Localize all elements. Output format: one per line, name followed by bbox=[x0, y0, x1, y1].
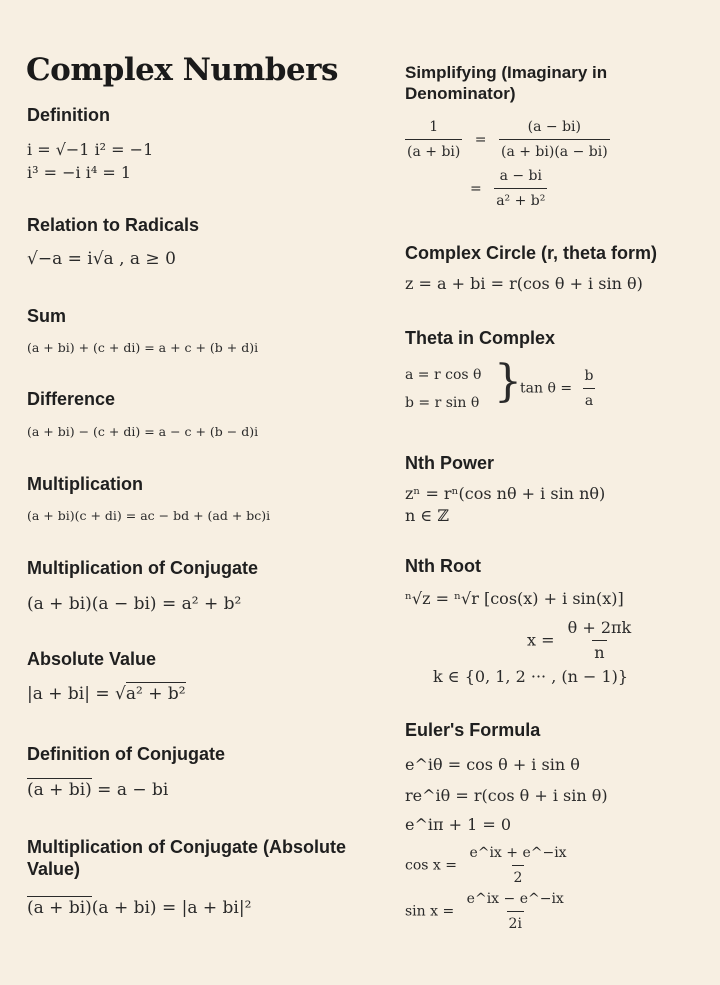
mult-conj-heading: Multiplication of Conjugate bbox=[27, 558, 258, 578]
radicals-eq: √−a = i√a , a ≥ 0 bbox=[27, 249, 176, 269]
theta-tan-lhs: tan θ = bbox=[520, 380, 573, 397]
theta-eq-1: a = r cos θ bbox=[405, 367, 482, 383]
euler-cos bbox=[405, 843, 569, 888]
simplifying-heading: Simplifying (Imaginary in Denominator) bbox=[405, 63, 608, 103]
absolute-radicand: a² + b² bbox=[125, 684, 186, 704]
simp-den-1: (a + bi) bbox=[405, 139, 462, 162]
absolute-heading: Absolute Value bbox=[27, 649, 157, 669]
simp-equals-2: = bbox=[470, 180, 482, 197]
difference-heading: Difference bbox=[27, 389, 116, 409]
theta-eq-2: b = r sin θ bbox=[405, 395, 480, 411]
euler-cos-lhs: cos x = bbox=[405, 857, 457, 874]
euler-eq-1: e^iθ = cos θ + i sin θ bbox=[405, 755, 580, 774]
simp-num-1: 1 bbox=[429, 119, 439, 135]
euler-cos-num: e^ix + e^−ix bbox=[469, 845, 567, 861]
simplifying-eq-2 bbox=[470, 166, 547, 211]
multiplication-eq: (a + bi)(c + di) = ac − bd + (ad + bc)i bbox=[27, 508, 271, 523]
multiplication-heading: Multiplication bbox=[27, 474, 143, 494]
nth-root-heading: Nth Root bbox=[405, 556, 481, 576]
simp-num-2: (a − bi) bbox=[527, 119, 581, 135]
absolute-eq: |a + bi| = √a² + b² bbox=[27, 684, 186, 704]
definition-heading: Definition bbox=[27, 105, 110, 125]
theta-tan-den: a bbox=[583, 388, 595, 411]
euler-sin-lhs: sin x = bbox=[405, 903, 455, 920]
definition-eq-2: i³ = −i i⁴ = 1 bbox=[27, 163, 132, 182]
nth-root-x-lhs: x = bbox=[527, 630, 555, 650]
def-conj-bar: (a + bi) bbox=[27, 780, 92, 800]
simplifying-eq-1 bbox=[405, 117, 610, 162]
mult-conj-abs-bar: (a + bi) bbox=[27, 898, 92, 918]
euler-sin bbox=[405, 889, 566, 934]
nth-power-heading: Nth Power bbox=[405, 453, 495, 473]
nth-power-eq-1: zⁿ = rⁿ(cos nθ + i sin nθ) bbox=[405, 484, 606, 503]
theta-brace: } bbox=[494, 356, 522, 407]
sum-heading: Sum bbox=[27, 306, 67, 326]
simp-den-3: a² + b² bbox=[494, 188, 547, 211]
theta-tan bbox=[520, 366, 595, 411]
simp-num-3: a − bi bbox=[499, 168, 542, 184]
theta-heading: Theta in Complex bbox=[405, 328, 556, 348]
euler-sin-den: 2i bbox=[507, 911, 524, 934]
nth-root-x-num: θ + 2πk bbox=[567, 618, 632, 637]
radicals-heading: Relation to Radicals bbox=[27, 215, 200, 235]
mult-conj-eq: (a + bi)(a − bi) = a² + b² bbox=[27, 594, 242, 614]
def-conj-heading: Definition of Conjugate bbox=[27, 744, 225, 764]
euler-sin-num: e^ix − e^−ix bbox=[466, 891, 564, 907]
definition-eq-1: i = √−1 i² = −1 bbox=[27, 140, 154, 159]
def-conj-rest: = a − bi bbox=[91, 780, 169, 800]
theta-tan-num: b bbox=[584, 368, 594, 384]
mult-conj-abs-heading: Multiplication of Conjugate (Absolute Value) bbox=[27, 837, 346, 879]
mult-conj-abs-eq bbox=[27, 898, 251, 918]
euler-eq-3: e^iπ + 1 = 0 bbox=[405, 815, 512, 834]
circle-heading: Complex Circle (r, theta form) bbox=[405, 243, 658, 263]
nth-root-x-den: n bbox=[592, 640, 606, 663]
nth-root-x bbox=[527, 618, 633, 663]
euler-cos-den: 2 bbox=[512, 865, 525, 888]
page-title: Complex Numbers bbox=[26, 52, 338, 88]
simp-den-2: (a + bi)(a − bi) bbox=[499, 139, 610, 162]
difference-eq: (a + bi) − (c + di) = a − c + (b − d)i bbox=[27, 424, 259, 439]
def-conj-eq bbox=[27, 780, 168, 800]
absolute-lhs: |a + bi| = bbox=[27, 684, 116, 704]
euler-heading: Euler's Formula bbox=[405, 720, 541, 740]
mult-conj-abs-rest: (a + bi) = |a + bi|² bbox=[91, 898, 252, 918]
euler-eq-2: re^iθ = r(cos θ + i sin θ) bbox=[405, 786, 608, 805]
nth-root-eq-1: ⁿ√z = ⁿ√r [cos(x) + i sin(x)] bbox=[405, 589, 624, 608]
simp-equals-1: = bbox=[474, 131, 487, 148]
circle-eq: z = a + bi = r(cos θ + i sin θ) bbox=[405, 274, 643, 293]
sum-eq: (a + bi) + (c + di) = a + c + (b + d)i bbox=[27, 340, 259, 355]
nth-power-eq-2: n ∈ ℤ bbox=[405, 506, 449, 525]
nth-root-eq-3: k ∈ {0, 1, 2 ··· , (n − 1)} bbox=[433, 667, 629, 686]
